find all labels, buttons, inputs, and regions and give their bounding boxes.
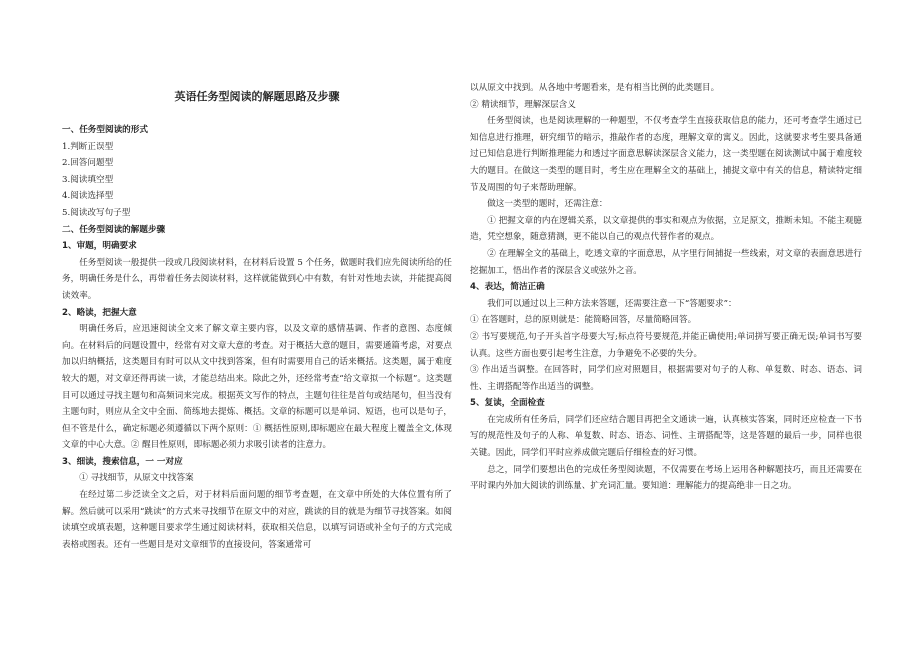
continued-paragraph: 以从原文中找到。从各地中考题看来，是有相当比例的此类题目。 (470, 83, 720, 93)
left-column (62, 122, 452, 553)
form-item: 3.阅读填空型 (62, 174, 114, 185)
summary-paragraph: 总之，同学们要想出色的完成任务型阅读题，不仅需要在考场上运用各种解题技巧，而且还需要在平时课内外加大阅读的训练量、扩充词汇量。要知道：理解能力的提高绝非一日之功。 (470, 464, 862, 492)
right-column (470, 80, 862, 495)
note-item: ② 在理解全文的基础上，吃透文章的字面意思，从字里行间捕捉一些线索，对文章的表面意思进行挖掘加工，悟出作者的深层含义或弦外之音。 (470, 248, 862, 276)
note-intro: 做这一类型的题时，还需注意： (487, 199, 608, 210)
step2-paragraph: 明确任务后，应迅速阅读全文来了解文章主要内容，以及文章的感情基调、作者的意图、态度倾向。在材料后的问题设置中，经常有对文章大意的考查。对于概括大意的题目，需要通篇考虑，对要点加以归纳概括，这类题目有时可以从文中找到答案，但有时需要用自己的话来概括。这类题，属于难度较大的题，对文章还得再读一读，才能总结出来。除此之外，还经常考查“给文章拟一个标题”。这类题目可以通过寻找主题句和高频词来完成。根据英文写作的特点，主题句往往是首句或结尾句，但当没有主题句时，则应从全文中全面、简练地去提炼、概括。文章的标题可以是单词、短语，也可以是句子，但不管是什么，确定标题必须遵循以下两个原则：① 概括性原则,即标题应在最大程度上覆盖全文,体现文章的中心大意。② 醒目性原则，即标题必须力求吸引读者的注意力。 (62, 324, 452, 451)
step5-paragraph: 在完成所有任务后，同学们还应结合题目再把全文通读一遍，认真核实答案，同时还应检查一下书写的规范性及句子的人称、单复数、时态、语态、词性、主谓搭配等，这是答题的最后一步，同样也很关键。因此，同学们平时应养成做完题后仔细检查的好习惯。 (470, 414, 862, 459)
note-item: ① 把握文章的内在逻辑关系，以文章提供的事实和观点为依据，立足原文，推断未知。不能主观臆造，凭空想象，随意猜测，更不能以自己的观点代替作者的观点。 (470, 215, 862, 243)
form-item: 1.判断正误型 (62, 141, 114, 152)
step3-subheading-1: ① 寻找细节，从原文中找答案 (79, 473, 194, 484)
section-heading-steps: 二、任务型阅读的解题步骤 (62, 224, 166, 235)
requirement-item: ② 书写要规范,句子开头首字母要大写;标点符号要规范,并能正确使用;单词拼写要正确无误;单词书写要认真。这些方面也要引起考生注意，力争避免不必要的失分。 (470, 331, 862, 359)
step3-paragraph: 在经过第二步泛读全文之后，对于材料后面问题的细节考查题，在文章中所处的大体位置有所了解。然后就可以采用“跳读”的方式来寻找细节在原文中的对应，跳读的目的就是为细节寻找答案。如阅读填空或填表题，这种题目要求学生通过阅读材料，获取相关信息，以填写词语或补全句子的方式完成表格或图表。还有一些题目是对文章细节的直接设问，答案通常可 (62, 490, 452, 550)
form-item: 2.回答问题型 (62, 158, 114, 169)
detail-paragraph: 任务型阅读，也是阅读理解的一种题型，不仅考查学生直接获取信息的能力，还可考查学生通过已知信息进行推理，研究细节的暗示，推敲作者的态度，理解文章的寓义。因此，这就要求考生要具备通过已知信息进行判断推理能力和透过字面意思解读深层含义能力，这一类型题在阅读测试中属于难度较大的题目。在做这一类型的题目时，考生应在理解全文的基础上，捕捉文章中有关的信息，精读特定细节及周围的句子来帮助理解。 (470, 116, 862, 193)
document-title: 英语任务型阅读的解题思路及步骤 (174, 90, 340, 103)
step4-heading: 4、表达，简洁正确 (470, 282, 545, 293)
step3-heading: 3、细读，搜索信息，一 一对应 (62, 456, 183, 467)
form-item: 4.阅读选择型 (62, 191, 114, 202)
requirement-item: ① 在答题时，总的原则就是：能简略回答，尽量简略回答。 (470, 315, 697, 326)
form-item: 5.阅读改写句子型 (62, 207, 131, 218)
step1-paragraph: 任务型阅读一般提供一段或几段阅读材料，在材料后设置 5 个任务，做题时我们应先阅读所给的任务，明确任务是什么，再带着任务去阅读材料，这样就能做到心中有数，有针对性地去读，并能提高阅读效率。 (62, 257, 452, 301)
step1-heading: 1、审题，明确要求 (62, 241, 137, 252)
step4-intro: 我们可以通过以上三种方法来答题，还需要注意一下“答题要求”： (487, 298, 737, 309)
requirement-item: ③ 作出适当调整。在回答时，同学们应对照题目，根据需要对句子的人称、单复数、时态、语态、词性、主谓搭配等作出适当的调整。 (470, 365, 862, 392)
step2-heading: 2、略读，把握大意 (62, 307, 137, 318)
step5-heading: 5、复读，全面检查 (470, 398, 545, 409)
step3-subheading-2: ② 精读细节，理解深层含义 (470, 99, 576, 110)
section-heading-forms: 一、任务型阅读的形式 (62, 125, 148, 135)
